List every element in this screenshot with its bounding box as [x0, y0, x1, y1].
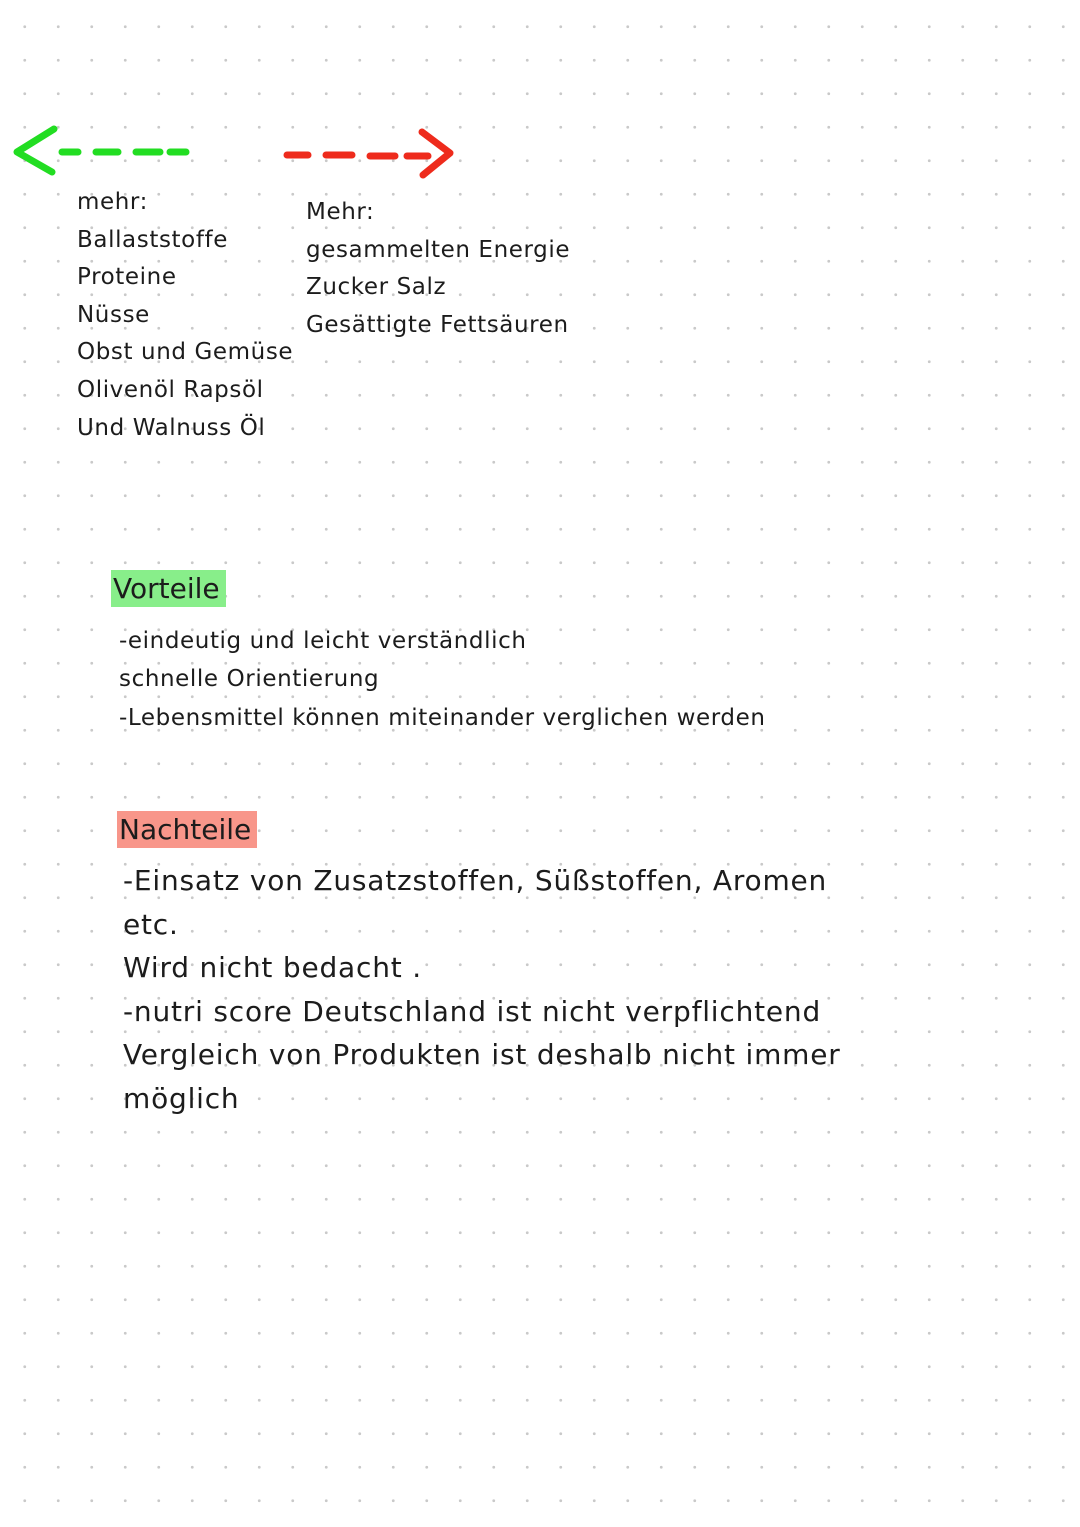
nachteile-line: möglich	[123, 1081, 240, 1115]
nachteile-line: etc.	[123, 907, 179, 941]
vorteile-line: schnelle Orientierung	[119, 666, 380, 693]
vorteile-line: -eindeutig und leicht verständlich	[119, 628, 527, 654]
left-column-item: Proteine	[77, 264, 177, 291]
right-column	[306, 194, 570, 344]
nachteile-list	[123, 859, 841, 1121]
left-column-item: Olivenöl Rapsöl	[77, 376, 264, 403]
nachteile-line: -Einsatz von Zusatzstoffen, Süßstoffen, Aromen	[123, 864, 828, 897]
vorteile-heading: Vorteile	[111, 570, 226, 607]
left-column	[77, 184, 293, 447]
nachteile-line: Vergleich von Produkten ist deshalb nicht immer	[123, 1038, 841, 1072]
left-column-heading: mehr:	[77, 189, 148, 215]
left-column-item: Obst und Gemüse	[77, 339, 294, 366]
right-column-item: Gesättigte Fettsäuren	[306, 311, 569, 338]
red-right-arrow-icon	[280, 125, 465, 183]
left-column-item: Nüsse	[77, 301, 150, 328]
right-column-item: gesammelten Energie	[306, 236, 571, 263]
nachteile-line: -nutri score Deutschland ist nicht verpflichtend	[123, 994, 822, 1028]
nachteile-line: Wird nicht bedacht .	[123, 951, 422, 985]
right-column-heading: Mehr:	[306, 199, 375, 225]
right-column-item: Zucker Salz	[306, 274, 447, 301]
nachteile-heading: Nachteile	[117, 811, 257, 848]
vorteile-line: -Lebensmittel können miteinander verglichen werden	[119, 704, 766, 731]
left-column-item: Und Walnuss Öl	[77, 414, 266, 441]
green-left-arrow-icon	[10, 122, 195, 180]
left-column-item: Ballaststoffe	[77, 226, 228, 253]
vorteile-list	[119, 622, 766, 737]
